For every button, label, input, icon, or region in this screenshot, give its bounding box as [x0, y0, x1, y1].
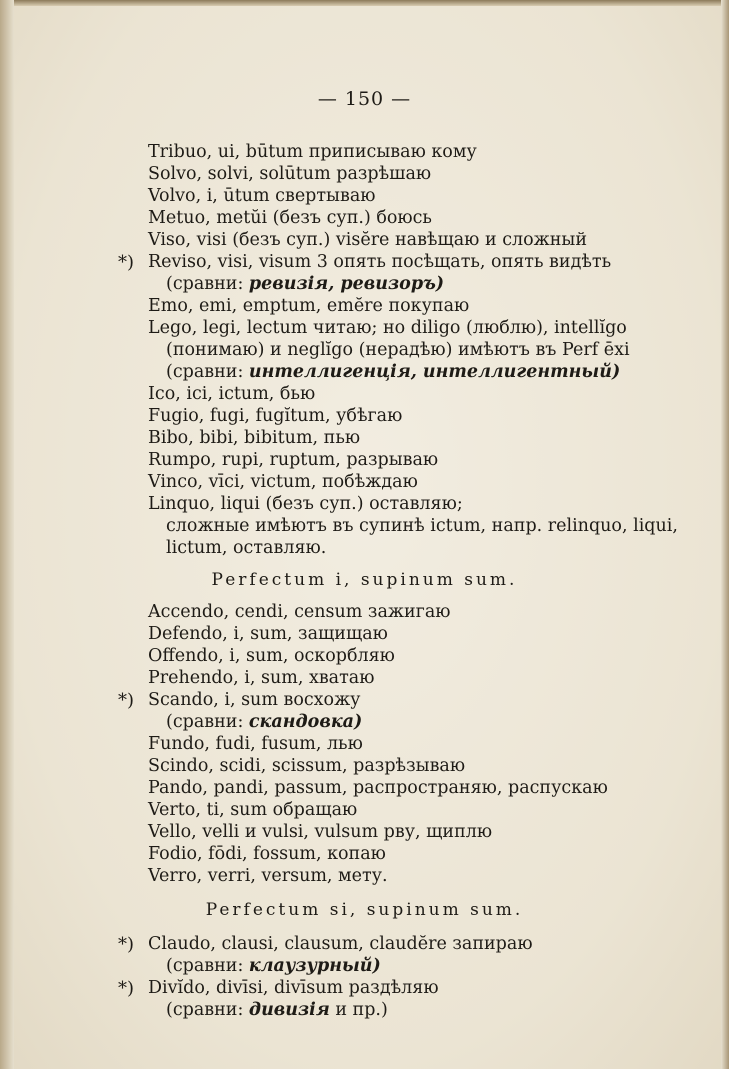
- compare-prefix: (сравни:: [166, 1000, 249, 1020]
- compare-prefix: (сравни:: [166, 712, 249, 732]
- entry-line: Linquo, liqui (безъ суп.) оставляю;: [148, 494, 463, 514]
- entry-line: Lego, legi, lectum читаю; но diligo (люблю), intellĭgo: [148, 318, 627, 338]
- footnote-marker: *): [118, 934, 135, 955]
- footnote-marker: *): [118, 690, 135, 711]
- entry-line: Fugio, fugi, fugĭtum, убѣгаю: [148, 406, 403, 426]
- compare-suffix: и пр.): [329, 1000, 388, 1020]
- compare-italic: интеллигенція, интеллигентный): [248, 362, 621, 382]
- entry-line: Viso, visi (безъ суп.) visĕre навѣщаю и сложный: [148, 230, 588, 250]
- entry-line: Vello, velli и vulsi, vulsum рву, щиплю: [148, 822, 493, 842]
- entry-line: Defendo, i, sum, защищаю: [148, 624, 388, 644]
- entry-line: Metuo, metŭi (безъ суп.) боюсь: [148, 208, 432, 228]
- section-heading: Perfectum si, supinum sum.: [205, 900, 524, 920]
- entry-line: Pando, pandi, passum, распространяю, распускаю: [148, 778, 608, 798]
- entry-line: Verto, ti, sum обращаю: [148, 800, 358, 820]
- entry-line: Accendo, cendi, censum зажигаю: [148, 602, 451, 622]
- entry-line: Divĭdo, divīsi, divīsum раздѣляю: [148, 978, 439, 998]
- section-heading: Perfectum i, supinum sum.: [211, 570, 518, 590]
- entry-line: Scando, i, sum восхожу: [148, 690, 361, 710]
- compare-line: [166, 714, 362, 732]
- entry-continuation: сложные имѣютъ въ супинѣ ictum, напр. relinquo, liqui,: [166, 516, 678, 536]
- entry-line: Prehendo, i, sum, хватаю: [148, 668, 375, 688]
- compare-italic: ревизія, ревизоръ): [248, 274, 445, 294]
- compare-line: [166, 958, 381, 976]
- entry-line: Solvo, solvi, solūtum разрѣшаю: [148, 164, 432, 184]
- entry-line: Reviso, visi, visum 3 опять посѣщать, опять видѣть: [148, 252, 612, 272]
- entry-continuation: lictum, оставляю.: [166, 538, 327, 558]
- compare-italic: скандовка): [248, 712, 363, 732]
- entry-line: Ico, ici, ictum, бью: [148, 384, 316, 404]
- compare-prefix: (сравни:: [166, 362, 249, 382]
- compare-prefix: (сравни:: [166, 956, 249, 976]
- entry-line: Verro, verri, versum, мету.: [148, 866, 388, 886]
- compare-italic: клаузурный): [248, 956, 381, 976]
- entry-line: Fundo, fudi, fusum, лью: [148, 734, 363, 754]
- entry-line: Vinco, vīci, victum, побѣждаю: [148, 472, 418, 492]
- entry-line: Bibo, bibi, bibitum, пью: [148, 428, 361, 448]
- compare-prefix: (сравни:: [166, 274, 249, 294]
- compare-line: [166, 276, 444, 294]
- footnote-marker: *): [118, 252, 135, 273]
- entry-line: Volvo, i, ūtum свертываю: [148, 186, 376, 206]
- page-number: — 150 —: [317, 88, 412, 110]
- page-top-edge: [0, 0, 729, 6]
- entry-line: Emo, emi, emptum, emĕre покупаю: [148, 296, 470, 316]
- entry-line: Offendo, i, sum, оскорбляю: [148, 646, 395, 666]
- entry-continuation: (понимаю) и neglĭgo (нерадѣю) имѣютъ въ Perf ēxi: [166, 340, 630, 360]
- compare-italic: дивизія: [248, 1000, 330, 1020]
- entry-line: Fodio, fōdi, fossum, копаю: [148, 844, 386, 864]
- entry-line: Scindo, scidi, scissum, разрѣзываю: [148, 756, 466, 776]
- entry-line: Rumpo, rupi, ruptum, разрываю: [148, 450, 439, 470]
- entry-line: Tribuo, ui, būtum приписываю кому: [148, 142, 477, 162]
- entry-line: Claudo, clausi, clausum, claudĕre запираю: [148, 934, 533, 954]
- compare-line: [166, 364, 620, 382]
- footnote-marker: *): [118, 978, 135, 999]
- compare-line: [166, 1002, 388, 1020]
